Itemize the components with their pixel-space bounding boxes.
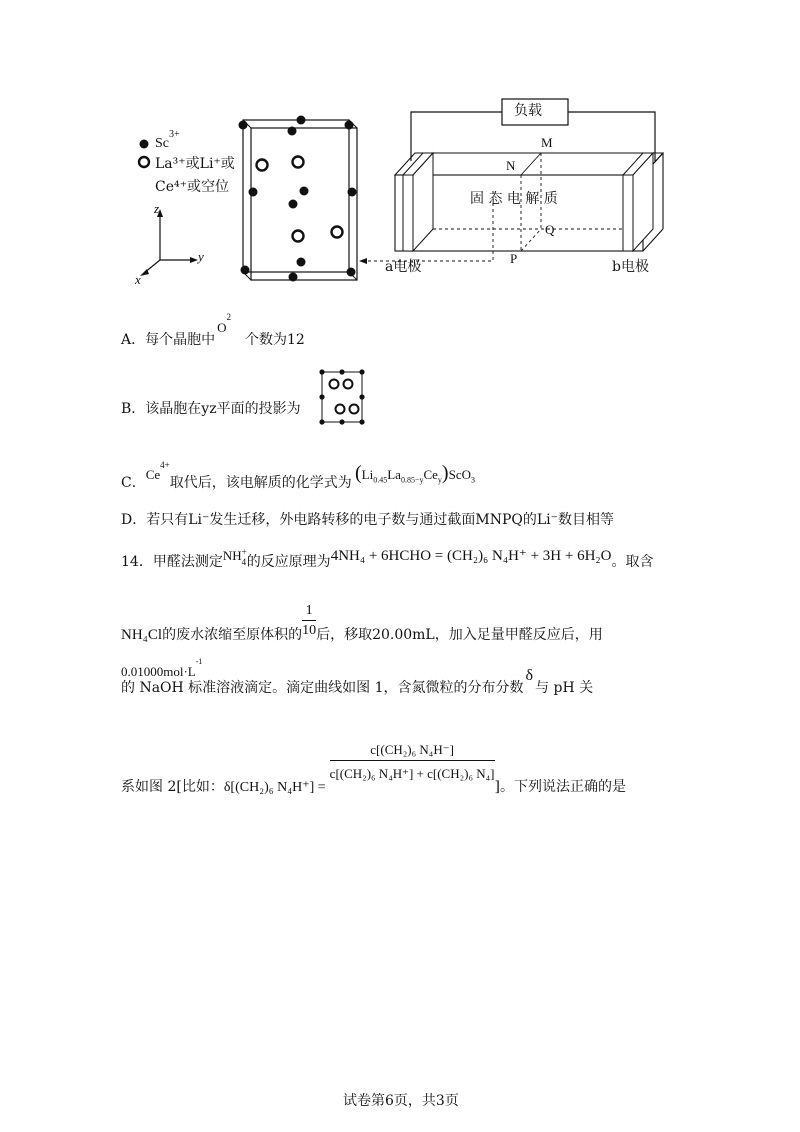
point-p-label: P [510, 251, 518, 266]
point-q-label: Q [545, 222, 555, 237]
question-14-line4: 系如图 2[比如：δ[(CH₂)₆ N₄H⁺] = $\frac{\text{c[(CH₂)₆ N₄H⁻]}}{\text{c[(CH₂)₆ N₄H⁺] + c[(CH₂)₆ N₄]}}$ ]。下列说法正确的是 [121, 742, 626, 795]
option-c-formula: $(Li_{0.45}La_{0.85-y}Ce_y)ScO_3$ [355, 462, 475, 485]
option-a: A．每个晶胞中$O^2$个数为12 [121, 312, 305, 348]
option-c: C．$Ce^{4+}$取代后，该电解质的化学式为 $(Li_{0.45}La_{0.85-y}Ce_y)ScO_3$ [121, 460, 475, 491]
axis-z-label: z [154, 201, 160, 216]
option-b: B．该晶胞在yz平面的投影为 [121, 401, 301, 417]
unit-cell-diagram [235, 112, 365, 287]
question-14-line3: $0.01000mol\cdot L^{-1}$ 的 NaOH 标准溶液滴定。滴定曲线如图 1，含氮微粒的分布分数δ与 pH 关 [121, 657, 594, 696]
axes-diagram [130, 195, 210, 290]
page-footer: 试卷第6页，共3页 [343, 1093, 459, 1109]
point-n-label: N [506, 158, 516, 173]
electrolyte-cell-diagram [355, 95, 675, 275]
delta-fraction: $\frac{\text{c[(CH₂)₆ N₄H⁻]}}{\text{c[(CH₂)₆ N₄H⁺] + c[(CH₂)₆ N₄]}}$ [329, 742, 495, 781]
yz-projection-diagram [316, 366, 370, 428]
legend-la-ring-icon [137, 155, 151, 169]
legend-la-label-line1: La³⁺或Li⁺或 [155, 156, 235, 172]
option-d: D．若只有Li⁻发生迁移，外电路转移的电子数与通过截面MNPQ的Li⁻数目相等 [121, 512, 615, 528]
legend-la-label-line2: Ce⁴⁺或空位 [155, 179, 229, 195]
a-electrode-label: a电极 [385, 259, 422, 275]
question-14-line2: NH₄Cl的废水浓缩至原体积的 $\frac{1}{10}$ 后，移取20.00mL，加入足量甲醛反应后，用 [121, 603, 603, 643]
legend-sc-dot-icon [138, 138, 150, 150]
axis-y-label: y [198, 249, 204, 264]
load-label: 负载 [514, 103, 542, 119]
point-m-label: M [541, 135, 553, 150]
electrolyte-label: 固 态 电 解 质 [470, 191, 558, 207]
fraction-one-tenth: $\frac{1}{10}$ [302, 603, 317, 638]
b-electrode-label: b电极 [612, 259, 649, 275]
question-14-line1: 14．甲醛法测定NH + 4 的反应原理为4NH₄ + 6HCHO = (CH₂)₆ N₄H⁺ + 3H + 6H₂O。取含 [121, 547, 654, 570]
figure [0, 0, 800, 300]
legend-sc-label: $Sc^{3+}$ [155, 129, 180, 151]
axis-x-label: x [135, 272, 141, 287]
